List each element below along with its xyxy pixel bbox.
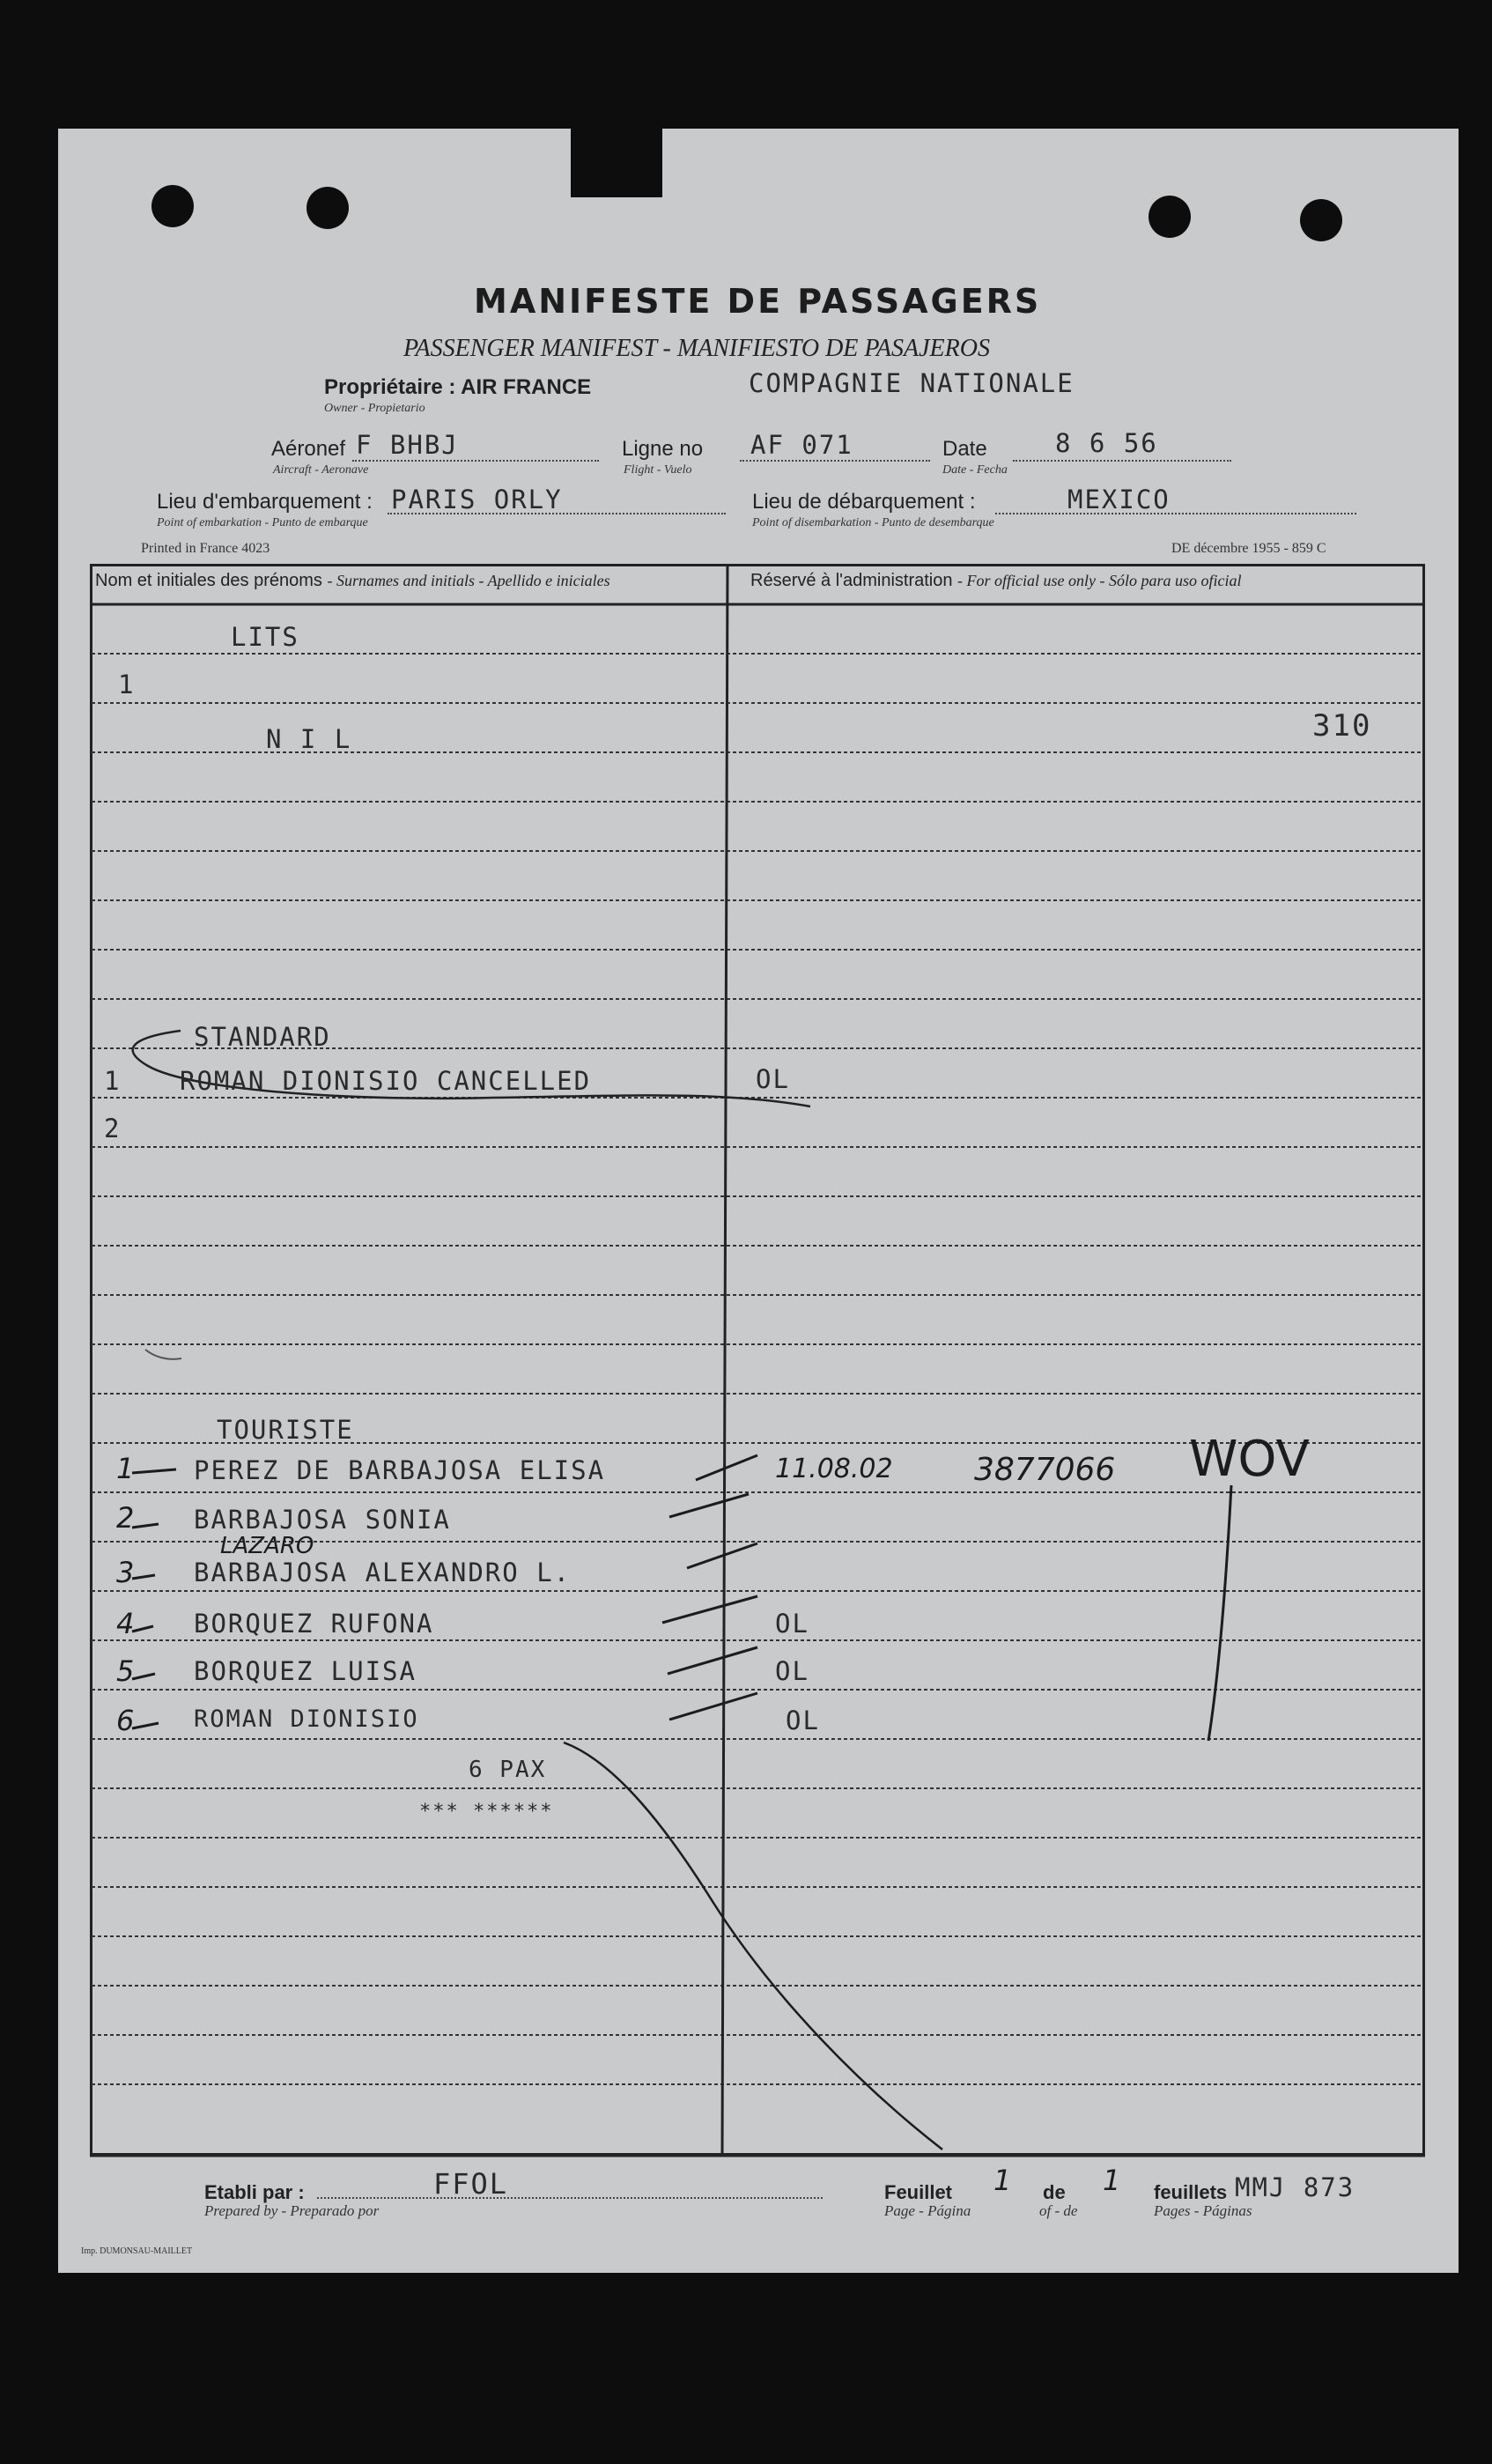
stars-line: *** ****** xyxy=(419,1801,554,1823)
t3-annotation: LAZARO xyxy=(220,1533,314,1559)
owner-sub: Owner - Propietario xyxy=(324,402,425,415)
lits-row-num: 1 xyxy=(118,670,136,699)
aircraft-value: F BHBJ xyxy=(356,430,459,460)
t1-name: PEREZ DE BARBAJOSA ELISA xyxy=(194,1455,606,1485)
disembark-value: MEXICO xyxy=(1067,485,1171,514)
code-310: 310 xyxy=(1312,708,1372,744)
t5-name: BORQUEZ LUISA xyxy=(194,1656,417,1686)
t3-num: 3 xyxy=(116,1556,135,1589)
lits-heading: LITS xyxy=(231,622,299,652)
t5-code: OL xyxy=(775,1656,809,1686)
prepared-value: FFOL xyxy=(433,2167,509,2201)
col-admin-header xyxy=(750,571,1242,591)
of-label: de xyxy=(1043,2181,1066,2203)
t2-num: 2 xyxy=(116,1501,135,1535)
prepared-line xyxy=(317,2197,823,2199)
col-name-header-fr: Nom et initiales des prénoms xyxy=(95,571,322,590)
t4-num: 4 xyxy=(116,1607,135,1640)
embark-sub: Point of embarkation - Punto de embarque xyxy=(157,516,368,529)
embark-value: PARIS ORLY xyxy=(391,485,563,514)
printed-note: Printed in France 4023 xyxy=(141,541,270,556)
aircraft-label: Aéronef xyxy=(271,437,346,461)
date-label: Date xyxy=(942,437,987,461)
sheets-sub: Pages - Páginas xyxy=(1154,2202,1252,2219)
std-2-num: 2 xyxy=(104,1114,122,1143)
t6-name: ROMAN DIONISIO xyxy=(194,1706,419,1733)
t5-num: 5 xyxy=(116,1654,135,1688)
prepared-sub: Prepared by - Preparado por xyxy=(204,2202,380,2219)
sheet-label: Feuillet xyxy=(884,2181,953,2203)
t4-code: OL xyxy=(775,1609,809,1639)
date-sub: Date - Fecha xyxy=(942,463,1008,477)
sheet-value: 1 xyxy=(993,2164,1012,2197)
prepared-label: Etabli par : xyxy=(204,2181,305,2203)
form-ref: DE décembre 1955 - 859 C xyxy=(1171,541,1326,556)
t4-name: BORQUEZ RUFONA xyxy=(194,1609,434,1639)
pax-total: 6 PAX xyxy=(469,1757,547,1783)
sheets-label: feuillets xyxy=(1154,2181,1228,2203)
disembark-sub: Point of disembarkation - Punto de desembarque xyxy=(752,516,994,529)
owner-label: Propriétaire : AIR FRANCE xyxy=(324,375,592,399)
embark-label: Lieu d'embarquement : xyxy=(157,490,373,514)
disembark-label: Lieu de débarquement : xyxy=(752,490,976,514)
line-sub: Flight - Vuelo xyxy=(624,463,692,477)
line-value: AF 071 xyxy=(750,430,853,460)
col-admin-header-en: - For official use only - Sólo para uso oficial xyxy=(957,572,1242,589)
owner-value: COMPAGNIE NATIONALE xyxy=(749,368,1075,398)
t2-name: BARBAJOSA SONIA xyxy=(194,1505,451,1535)
standard-heading: STANDARD xyxy=(194,1022,331,1052)
of-value: 1 xyxy=(1103,2164,1121,2197)
printer-note: Imp. DUMONSAU-MAILLET xyxy=(81,2246,193,2256)
std-1-code: OL xyxy=(756,1064,790,1094)
sheet-sub: Page - Página xyxy=(884,2202,971,2219)
manifest-ref: MMJ 873 xyxy=(1235,2172,1355,2202)
std-1-name: ROMAN DIONISIO CANCELLED xyxy=(180,1066,592,1096)
col-admin-header-fr: Réservé à l'administration xyxy=(750,571,953,590)
form-subtitle: PASSENGER MANIFEST - MANIFIESTO DE PASAJEROS xyxy=(403,335,990,362)
col-name-header xyxy=(95,571,610,591)
t1-mark: WOV xyxy=(1189,1431,1310,1488)
t1-ref: 3877066 xyxy=(974,1452,1116,1488)
of-sub: of - de xyxy=(1039,2202,1078,2219)
date-value: 8 6 56 xyxy=(1055,428,1158,458)
form-title: MANIFESTE DE PASSAGERS xyxy=(474,282,1042,321)
col-name-header-en: - Surnames and initials - Apellido e iniciales xyxy=(327,572,610,589)
nil-text: N I L xyxy=(266,724,352,754)
t1-date: 11.08.02 xyxy=(775,1454,893,1484)
t6-code: OL xyxy=(786,1706,820,1735)
line-label: Ligne no xyxy=(622,437,704,461)
t3-name: BARBAJOSA ALEXANDRO L. xyxy=(194,1558,572,1587)
std-1-num: 1 xyxy=(104,1066,122,1096)
aircraft-sub: Aircraft - Aeronave xyxy=(273,463,369,477)
touriste-heading: TOURISTE xyxy=(217,1415,354,1445)
t6-num: 6 xyxy=(116,1704,135,1737)
t1-num: 1 xyxy=(116,1452,135,1485)
